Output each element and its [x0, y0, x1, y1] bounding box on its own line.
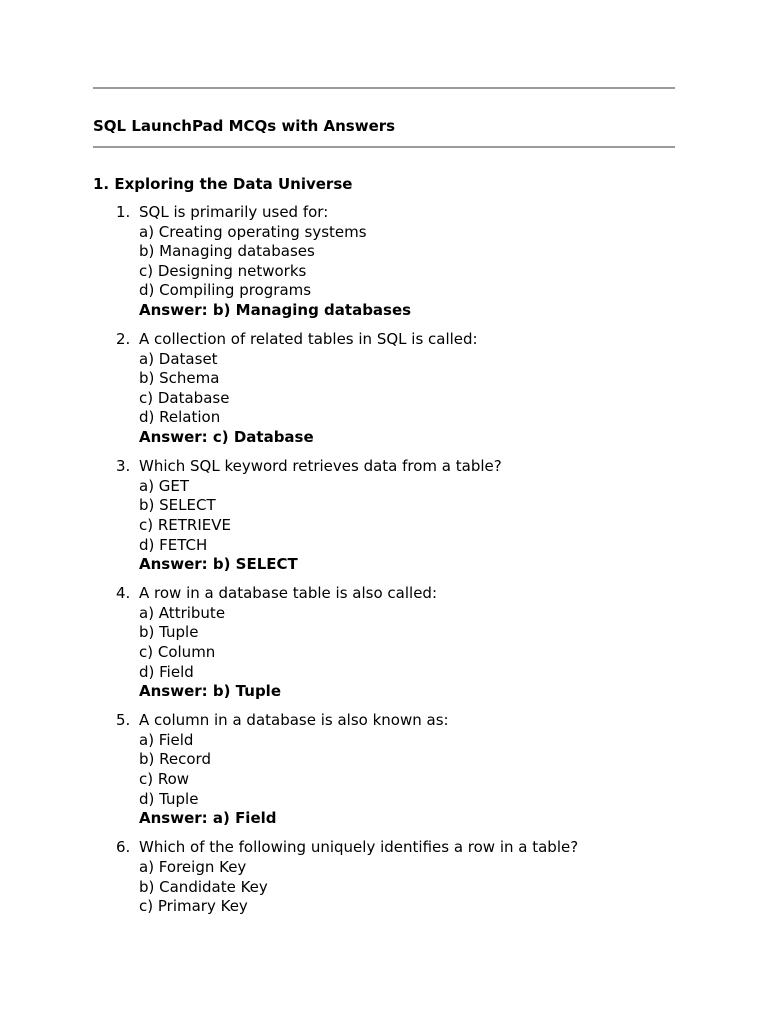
question-body	[139, 838, 768, 916]
question-number: 1.	[116, 203, 131, 221]
option-d: d) Compiling programs	[139, 281, 312, 300]
question-text: Which SQL keyword retrieves data from a table?	[139, 457, 502, 476]
answer-line: Answer: b) Tuple	[139, 682, 281, 701]
question-number: 2.	[116, 330, 131, 349]
option-d: d) Field	[139, 662, 194, 681]
option-d: d) Relation	[139, 408, 221, 427]
question-body	[139, 584, 768, 702]
option-c: c) RETRIEVE	[139, 515, 231, 534]
answer-line: Answer: b) SELECT	[139, 555, 298, 574]
question-item-6	[0, 838, 768, 916]
option-a: a) GET	[139, 476, 190, 495]
question-text: SQL is primarily used for:	[139, 203, 329, 221]
option-c: c) Row	[139, 770, 190, 789]
question-number: 6.	[116, 838, 131, 857]
top-divider	[93, 87, 675, 89]
question-list	[0, 203, 768, 926]
option-c: c) Database	[139, 388, 230, 407]
question-item-3	[0, 457, 768, 575]
question-text: A column in a database is also known as:	[139, 711, 449, 730]
question-number: 3.	[116, 457, 131, 476]
question-body	[139, 203, 768, 321]
option-d: d) Tuple	[139, 789, 199, 808]
question-item-4	[0, 584, 768, 702]
option-b: b) SELECT	[139, 496, 216, 515]
option-b: b) Managing databases	[139, 242, 315, 261]
option-a: a) Attribute	[139, 603, 226, 622]
question-number: 5.	[116, 711, 131, 730]
document-title: SQL LaunchPad MCQs with Answers	[93, 117, 396, 135]
answer-line: Answer: b) Managing databases	[139, 300, 412, 319]
option-a: a) Creating operating systems	[139, 222, 367, 241]
option-c: c) Designing networks	[139, 261, 307, 280]
question-item-5	[0, 711, 768, 829]
answer-line: Answer: c) Database	[139, 428, 314, 447]
question-text: A row in a database table is also called:	[139, 584, 438, 603]
option-a: a) Field	[139, 730, 194, 749]
question-number: 4.	[116, 584, 131, 603]
option-c: c) Column	[139, 642, 216, 661]
question-item-1	[0, 203, 768, 321]
option-d: d) FETCH	[139, 535, 208, 554]
option-b: b) Candidate Key	[139, 877, 268, 896]
option-a: a) Foreign Key	[139, 857, 247, 876]
option-a: a) Dataset	[139, 349, 218, 368]
answer-line: Answer: a) Field	[139, 809, 277, 828]
option-c: c) Primary Key	[139, 897, 248, 916]
option-b: b) Schema	[139, 369, 220, 388]
section-heading: 1. Exploring the Data Universe	[93, 175, 353, 193]
question-body	[139, 330, 768, 448]
question-item-2	[0, 330, 768, 448]
question-text: Which of the following uniquely identifies a row in a table?	[139, 838, 579, 857]
option-b: b) Tuple	[139, 623, 199, 642]
question-body	[139, 457, 768, 575]
question-body	[139, 711, 768, 829]
title-divider	[93, 146, 675, 148]
option-b: b) Record	[139, 750, 211, 769]
question-text: A collection of related tables in SQL is called:	[139, 330, 478, 349]
